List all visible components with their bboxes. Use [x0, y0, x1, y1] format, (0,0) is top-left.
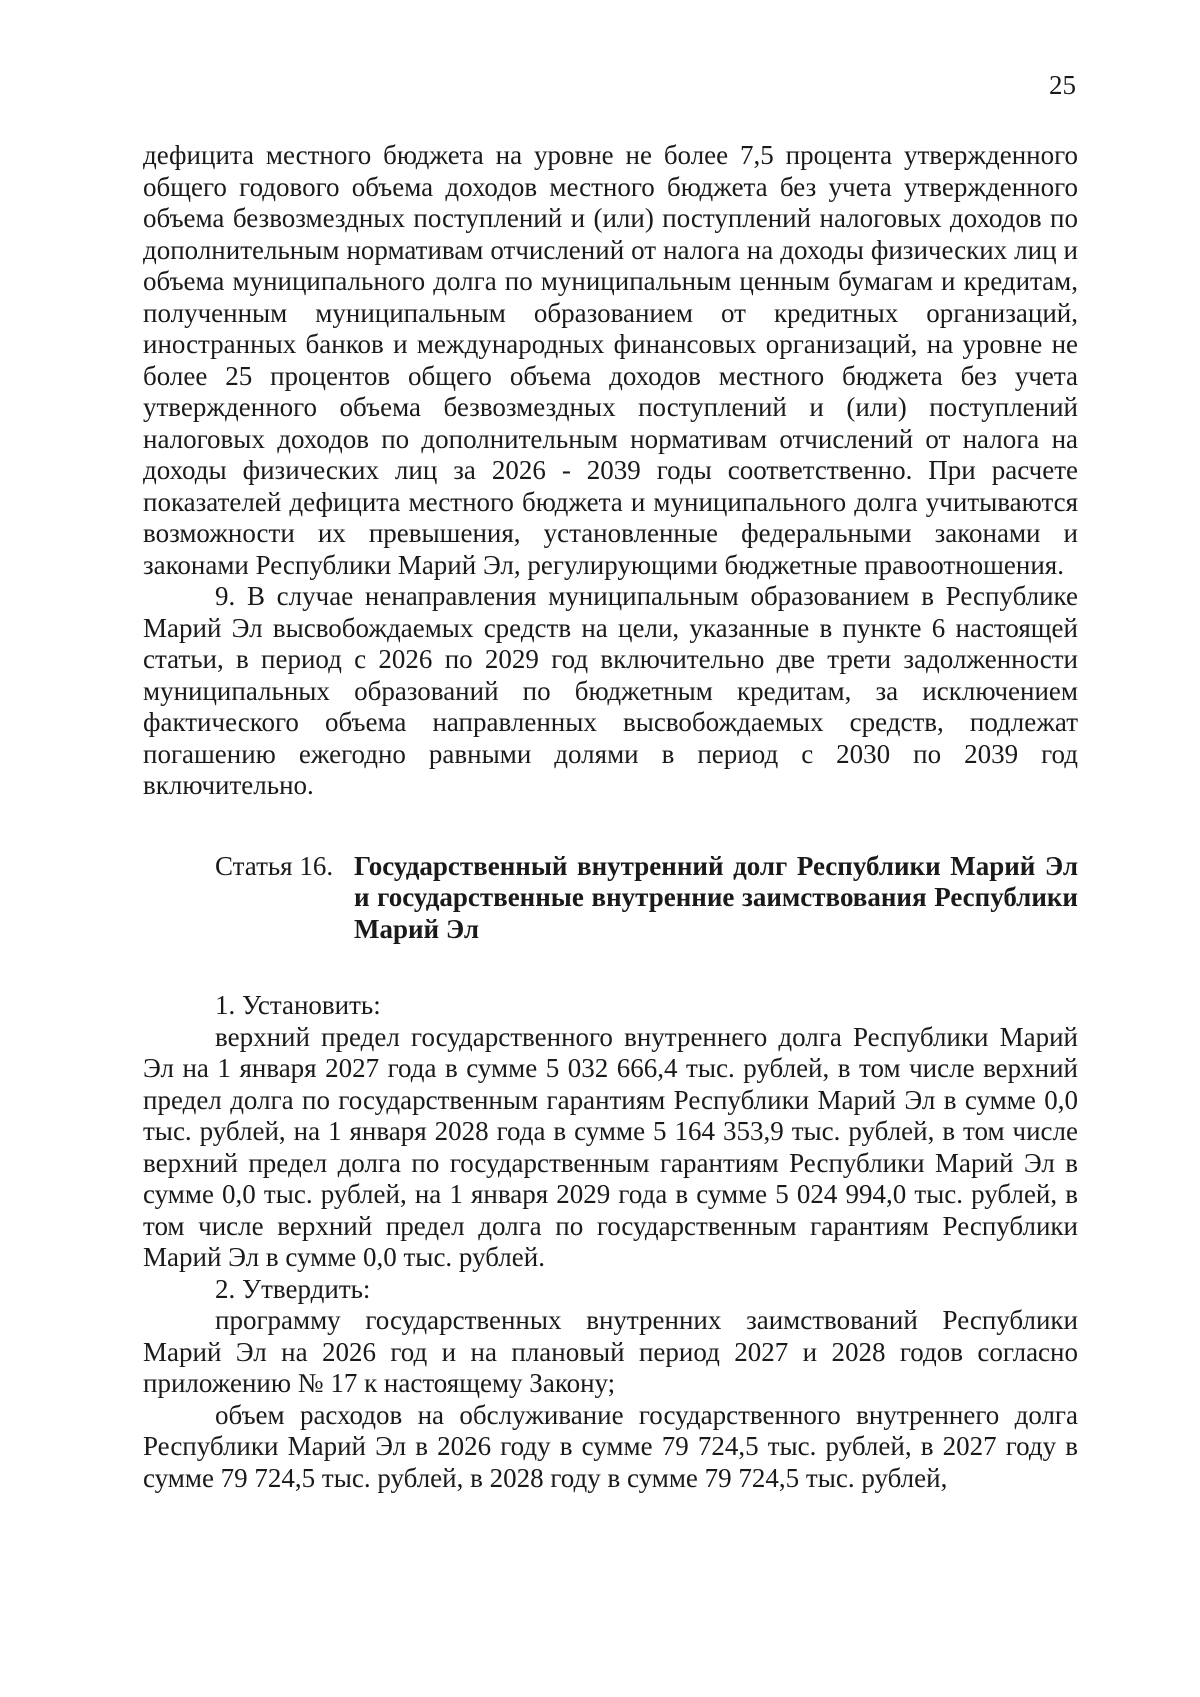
- paragraph-point-2: 2. Утвердить:: [215, 1273, 371, 1304]
- paragraph-continuation: дефицита местного бюджета на уровне не более 7,5 процента утвержденного общего годового объема доходов местного бюджета без учета утвержденного объема безвозмездных поступлений и (или) поступлений налоговых доходов по дополнительным нормативам отчислений от налога на доходы физических лиц и объема муниципального долга по муниципальным ценным бумагам и кредитам, полученным муниципальным образованием от кредитных организаций, иностранных банков и международных финансовых организаций, на уровне не более 25 процентов общего объема доходов местного бюджета без учета утвержденного объема безвозмездных поступлений и (или) поступлений налоговых доходов по дополнительным нормативам отчислений от налога на доходы физических лиц за 2026 - 2039 годы соответственно. При расчете показателей дефицита местного бюджета и муниципального долга учитываются возможности их превышения, установленные федеральными законами и законами Республики Марий Эл, регулирующими бюджетные правоотношения.: [143, 140, 1078, 580]
- paragraph-debt-limit: верхний предел государственного внутреннего долга Республики Марий Эл на 1 января 2027 года в сумме 5 032 666,4 тыс. рублей, в том числе верхний предел долга по государственным гарантиям Республики Марий Эл в сумме 0,0 тыс. рублей, на 1 января 2028 года в сумме 5 164 353,9 тыс. рублей, в том числе верхний предел долга по государственным гарантиям Республики Марий Эл в сумме 0,0 тыс. рублей, на 1 января 2029 года в сумме 5 024 994,0 тыс. рублей, в том числе верхний предел долга по государственным гарантиям Республики Марий Эл в сумме 0,0 тыс. рублей.: [143, 1021, 1078, 1272]
- document-body: [143, 140, 1078, 1494]
- paragraph-borrowing-program: программу государственных внутренних заимствований Республики Марий Эл на 2026 год и на плановый период 2027 и 2028 годов согласно приложению № 17 к настоящему Закону;: [143, 1305, 1078, 1398]
- article-title: Государственный внутренний долг Республики Марий Эл и государственные внутренние заимствования Республики Марий Эл: [354, 850, 1078, 944]
- article-label: Статья 16.: [215, 850, 334, 881]
- article-heading: [143, 851, 1078, 946]
- paragraph-item-9: 9. В случае ненаправления муниципальным образованием в Республике Марий Эл высвобождаемых средств на цели, указанные в пункте 6 настоящей статьи, в период с 2026 по 2029 год включительно две трети задолженности муниципальных образований по бюджетным кредитам, за исключением фактического объема направленных высвобождаемых средств, подлежат погашению ежегодно равными долями в период с 2030 по 2039 год включительно.: [143, 581, 1078, 800]
- paragraph-point-1: 1. Установить:: [215, 990, 381, 1020]
- paragraph-debt-service: объем расходов на обслуживание государственного внутреннего долга Республики Марий Эл в 2026 году в сумме 79 724,5 тыс. рублей, в 2027 году в сумме 79 724,5 тыс. рублей, в 2028 году в сумме 79 724,5 тыс. рублей,: [143, 1399, 1078, 1493]
- page-number: 25: [1049, 70, 1076, 100]
